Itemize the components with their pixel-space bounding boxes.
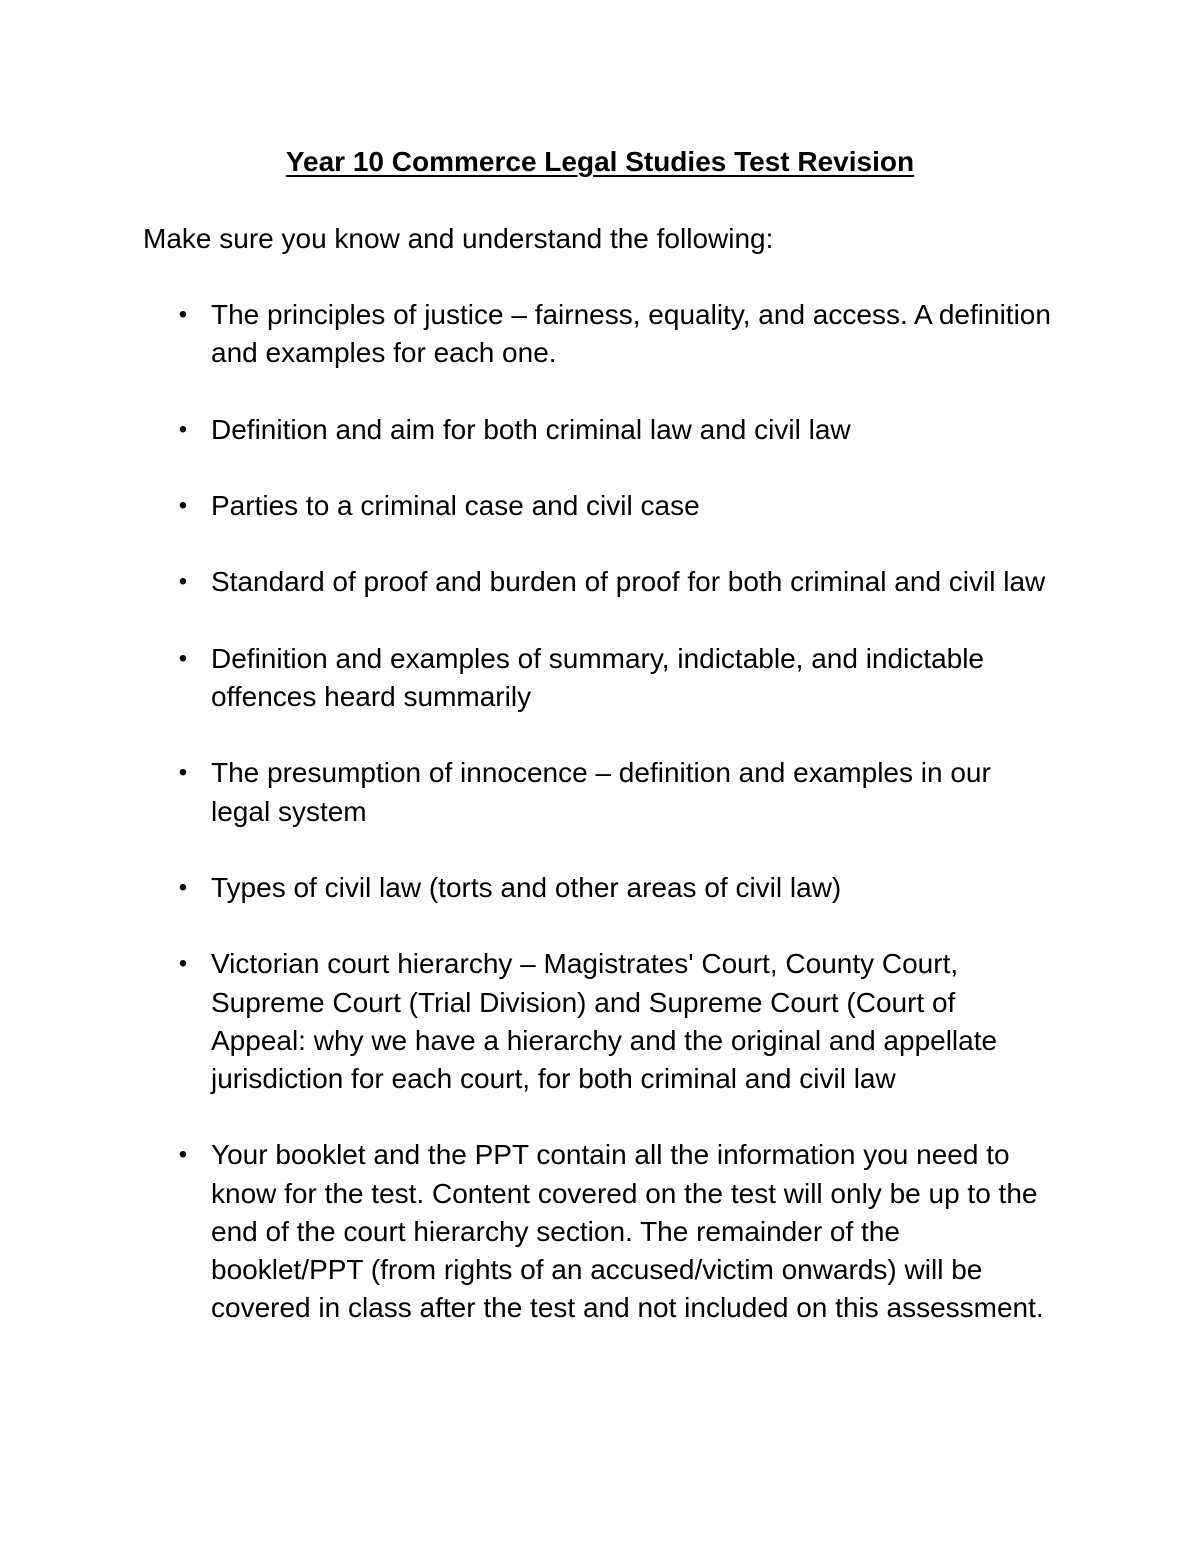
list-item: [0, 411, 1051, 449]
bullet-icon: •: [178, 568, 188, 596]
bullet-icon: •: [178, 301, 188, 328]
list-item: [0, 296, 1051, 372]
bullet-icon: •: [178, 415, 188, 443]
bullet-icon: •: [178, 644, 188, 672]
bullet-icon: •: [178, 950, 188, 978]
bullet-icon: •: [178, 1141, 188, 1169]
list-item-text: Parties to a criminal case and civil case: [211, 489, 700, 521]
bullet-icon: •: [178, 759, 188, 787]
list-item: [0, 640, 1051, 716]
list-item: [0, 487, 1051, 525]
list-item: [0, 945, 1051, 1098]
list-item: [0, 754, 1051, 830]
list-item: [0, 563, 1051, 601]
list-item-text: Definition and aim for both criminal law and civil law: [211, 413, 851, 445]
intro-text: Make sure you know and understand the following:: [143, 223, 774, 254]
list-item-text: Types of civil law (torts and other areas of civil law): [211, 871, 842, 903]
list-item-text: Standard of proof and burden of proof for both criminal and civil law: [211, 566, 1046, 598]
list-item-text: Your booklet and the PPT contain all the information you need to know for the test. Content covered on the test will only be up to the end of the court hierarchy section. The remainder of the booklet/PPT (from rights of an accused/victim onwards) will be covered in class after the test and not included on this assessment.: [211, 1139, 1044, 1324]
list-item: [0, 869, 1051, 907]
list-item: [0, 1136, 1051, 1327]
list-item-text: The presumption of innocence – definition and examples in our legal system: [211, 757, 991, 827]
bullet-icon: •: [178, 491, 188, 519]
bullet-icon: •: [178, 873, 188, 901]
revision-list: [0, 296, 1200, 1366]
list-item-text: Victorian court hierarchy – Magistrates' Court, County Court, Supreme Court (Trial Division) and Supreme Court (Court of Appeal: why we have a hierarchy and the original and appellate jurisdiction for each court, for both criminal and civil law: [211, 948, 998, 1094]
document-title: Year 10 Commerce Legal Studies Test Revision: [285, 146, 915, 177]
list-item-text: Definition and examples of summary, indictable, and indictable offences heard summarily: [211, 642, 985, 712]
list-item-text: The principles of justice – fairness, equality, and access. A definition and examples for each one.: [211, 299, 1051, 369]
